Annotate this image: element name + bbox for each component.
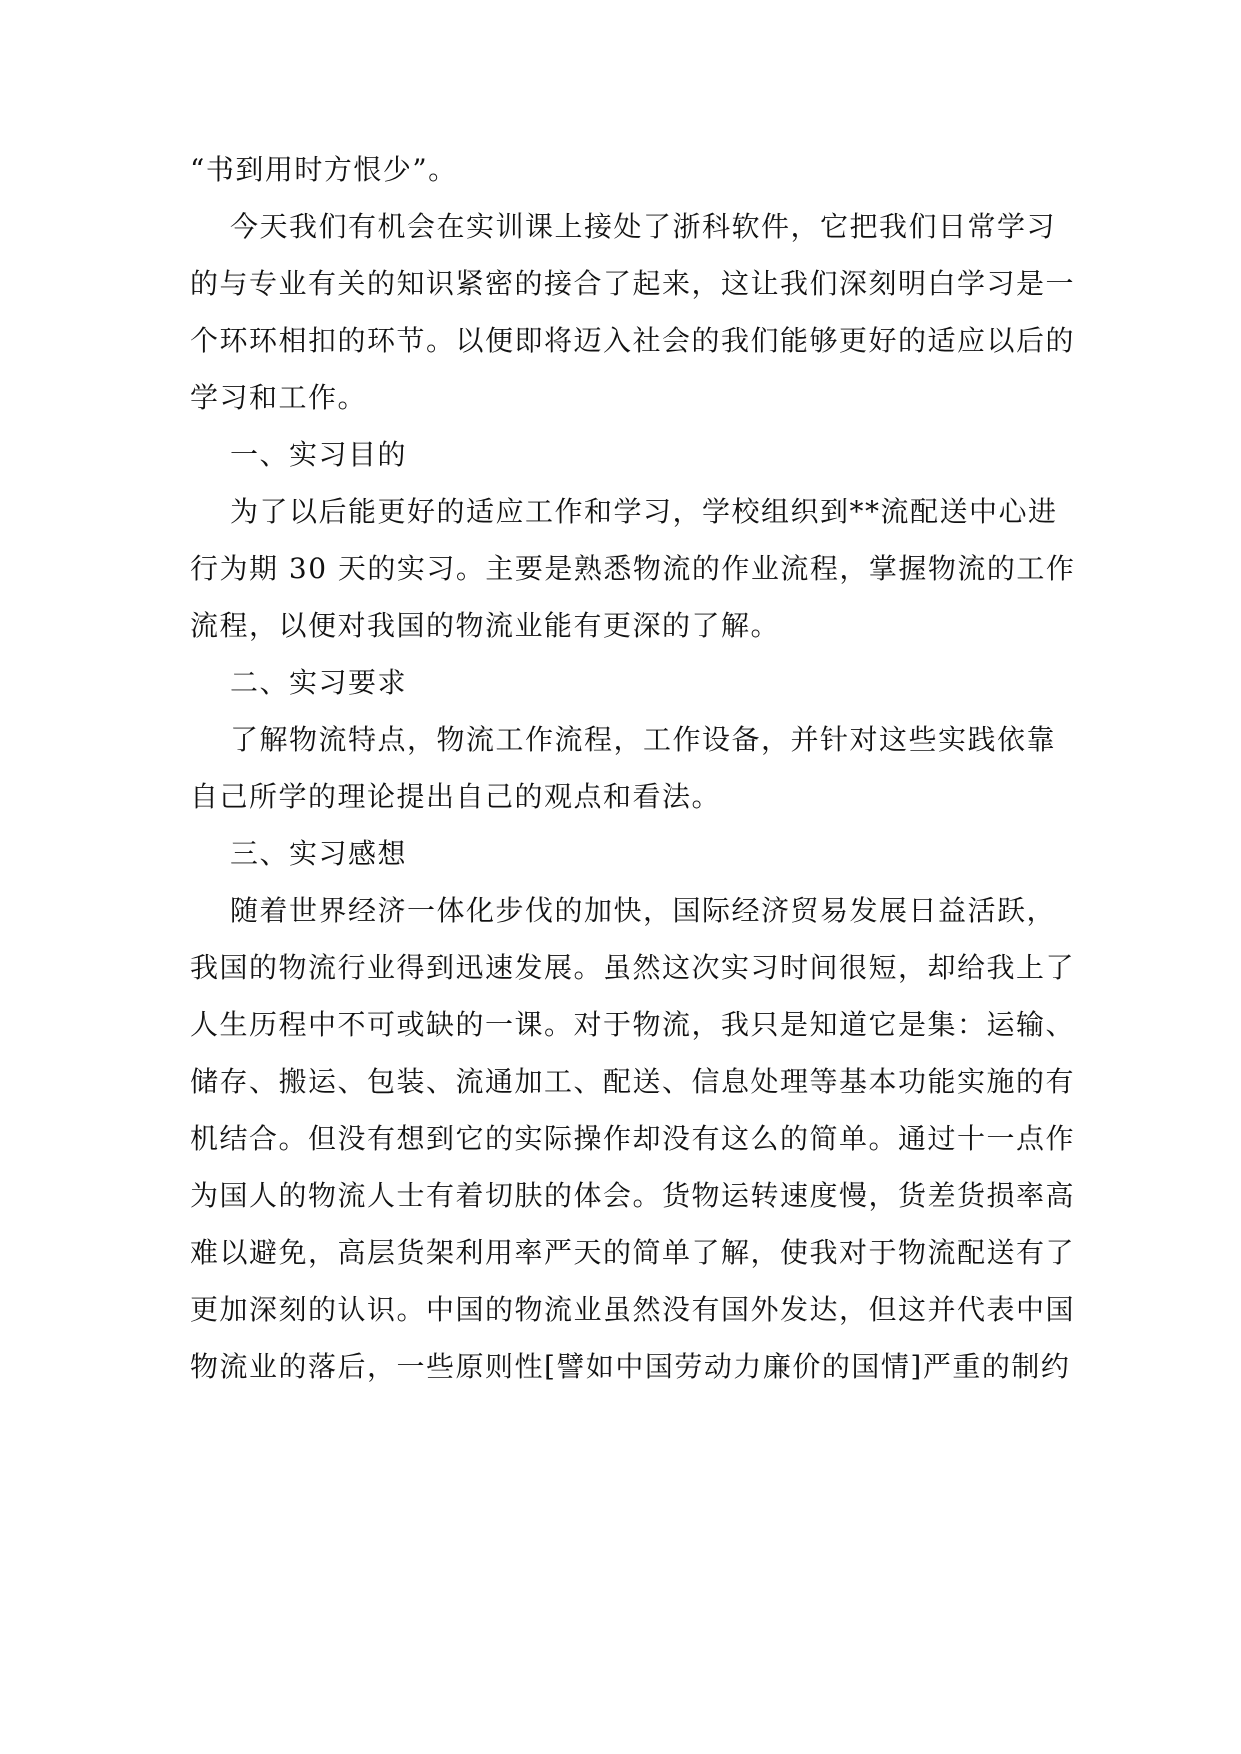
section-heading: 三、实习感想: [230, 837, 408, 870]
text-line: 人生历程中不可或缺的一课。对于物流，我只是知道它是集：运输、: [190, 1008, 1076, 1041]
paragraph-first-line: 了解物流特点，物流工作流程，工作设备，并针对这些实践依靠: [230, 723, 1057, 756]
text-line: 机结合。但没有想到它的实际操作却没有这么的简单。通过十一点作: [190, 1122, 1076, 1155]
paragraph-first-line: 为了以后能更好的适应工作和学习，学校组织到**流配送中心进: [230, 495, 1058, 528]
text-line: 难以避免，高层货架利用率严天的简单了解，使我对于物流配送有了: [190, 1236, 1076, 1269]
text-line: 流程，以便对我国的物流业能有更深的了解。: [190, 609, 781, 642]
text-line: 的与专业有关的知识紧密的接合了起来，这让我们深刻明白学习是一: [190, 267, 1076, 300]
text-line: 物流业的落后，一些原则性[譬如中国劳动力廉价的国情]严重的制约: [190, 1350, 1071, 1383]
text-line: 学习和工作。: [190, 381, 368, 414]
text-line: 储存、搬运、包装、流通加工、配送、信息处理等基本功能实施的有: [190, 1065, 1076, 1098]
text-line: “书到用时方恨少”。: [190, 153, 458, 186]
section-heading: 二、实习要求: [230, 666, 408, 699]
paragraph-first-line: 今天我们有机会在实训课上接处了浙科软件，它把我们日常学习: [230, 210, 1057, 243]
text-line: 更加深刻的认识。中国的物流业虽然没有国外发达，但这并代表中国: [190, 1293, 1076, 1326]
section-heading: 一、实习目的: [230, 438, 408, 471]
text-line: 自己所学的理论提出自己的观点和看法。: [190, 780, 722, 813]
text-line: 我国的物流行业得到迅速发展。虽然这次实习时间很短，却给我上了: [190, 951, 1076, 984]
paragraph-first-line: 随着世界经济一体化步伐的加快，国际经济贸易发展日益活跃，: [230, 894, 1057, 927]
text-line: 为国人的物流人士有着切肤的体会。货物运转速度慢，货差货损率高: [190, 1179, 1076, 1212]
text-line: 行为期 30 天的实习。主要是熟悉物流的作业流程，掌握物流的工作: [190, 552, 1076, 585]
text-line: 个环环相扣的环节。以便即将迈入社会的我们能够更好的适应以后的: [190, 324, 1076, 357]
